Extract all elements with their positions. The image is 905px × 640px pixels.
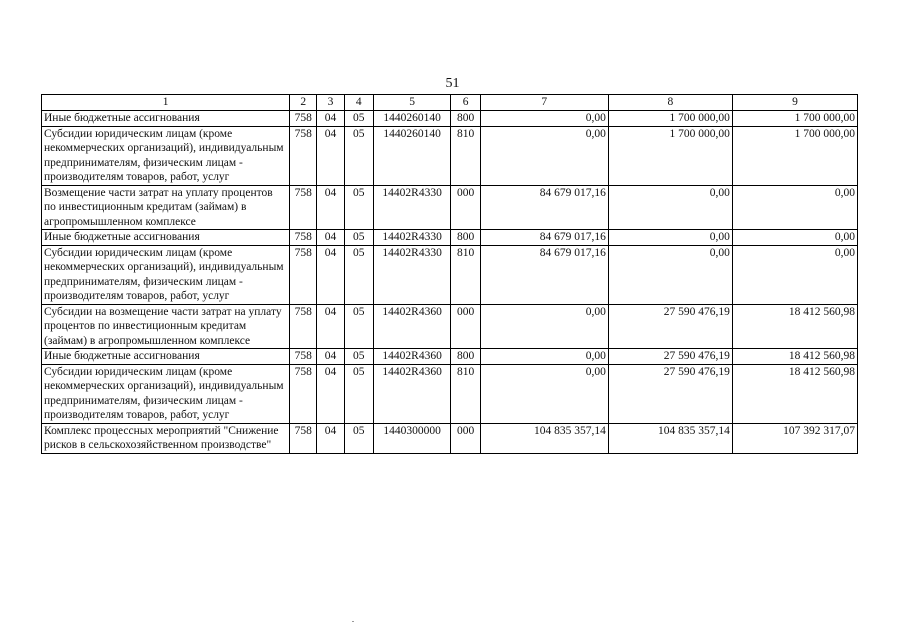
column-header: 8 (608, 95, 732, 111)
subsection-cell: 05 (344, 185, 373, 230)
amount-col9-cell: 18 412 560,98 (732, 349, 857, 365)
amount-col9-cell: 18 412 560,98 (732, 304, 857, 349)
expense-type-cell: 800 (451, 230, 480, 246)
target-article-cell: 14402R4360 (373, 304, 451, 349)
section-cell: 04 (317, 111, 344, 127)
amount-col8-cell: 1 700 000,00 (608, 126, 732, 185)
amount-col7-cell: 84 679 017,16 (480, 185, 608, 230)
table-row (42, 349, 858, 365)
table-row (42, 304, 858, 349)
expense-type-cell: 000 (451, 185, 480, 230)
scan-speck (352, 621, 354, 622)
row-name-cell: Субсидии юридическим лицам (кроме некоммерческих организаций), индивидуальным предпринимателям, физическим лицам - производителям товаров, работ, услуг (42, 126, 290, 185)
target-article-cell: 14402R4330 (373, 230, 451, 246)
section-cell: 04 (317, 230, 344, 246)
column-header: 9 (732, 95, 857, 111)
subsection-cell: 05 (344, 349, 373, 365)
target-article-cell: 1440260140 (373, 111, 451, 127)
target-article-cell: 1440300000 (373, 423, 451, 453)
expense-type-cell: 810 (451, 126, 480, 185)
amount-col8-cell: 1 700 000,00 (608, 111, 732, 127)
page-number: 51 (445, 76, 460, 91)
amount-col9-cell: 18 412 560,98 (732, 364, 857, 423)
amount-col8-cell: 0,00 (608, 230, 732, 246)
admin-code-cell: 758 (290, 304, 317, 349)
amount-col7-cell: 84 679 017,16 (480, 245, 608, 304)
column-header: 3 (317, 95, 344, 111)
section-cell: 04 (317, 349, 344, 365)
amount-col8-cell: 27 590 476,19 (608, 364, 732, 423)
amount-col7-cell: 84 679 017,16 (480, 230, 608, 246)
admin-code-cell: 758 (290, 185, 317, 230)
row-name-cell: Возмещение части затрат на уплату процентов по инвестиционным кредитам (займам) в агропромышленном комплексе (42, 185, 290, 230)
amount-col8-cell: 104 835 357,14 (608, 423, 732, 453)
table-row (42, 230, 858, 246)
expense-type-cell: 810 (451, 364, 480, 423)
row-name-cell: Иные бюджетные ассигнования (42, 111, 290, 127)
column-header: 2 (290, 95, 317, 111)
row-name-cell: Комплекс процессных мероприятий "Снижение рисков в сельскохозяйственном производстве" (42, 423, 290, 453)
column-header: 4 (344, 95, 373, 111)
column-header: 5 (373, 95, 451, 111)
subsection-cell: 05 (344, 304, 373, 349)
amount-col8-cell: 0,00 (608, 245, 732, 304)
amount-col7-cell: 0,00 (480, 364, 608, 423)
section-cell: 04 (317, 304, 344, 349)
section-cell: 04 (317, 126, 344, 185)
row-name-cell: Иные бюджетные ассигнования (42, 349, 290, 365)
admin-code-cell: 758 (290, 126, 317, 185)
table-row (42, 126, 858, 185)
expense-type-cell: 000 (451, 304, 480, 349)
table-row (42, 111, 858, 127)
amount-col7-cell: 0,00 (480, 111, 608, 127)
amount-col8-cell: 27 590 476,19 (608, 304, 732, 349)
admin-code-cell: 758 (290, 111, 317, 127)
admin-code-cell: 758 (290, 423, 317, 453)
amount-col8-cell: 0,00 (608, 185, 732, 230)
table-row (42, 245, 858, 304)
admin-code-cell: 758 (290, 230, 317, 246)
amount-col8-cell: 27 590 476,19 (608, 349, 732, 365)
column-header: 1 (42, 95, 290, 111)
target-article-cell: 14402R4360 (373, 349, 451, 365)
admin-code-cell: 758 (290, 349, 317, 365)
target-article-cell: 14402R4360 (373, 364, 451, 423)
target-article-cell: 14402R4330 (373, 185, 451, 230)
target-article-cell: 1440260140 (373, 126, 451, 185)
section-cell: 04 (317, 364, 344, 423)
subsection-cell: 05 (344, 111, 373, 127)
amount-col9-cell: 0,00 (732, 245, 857, 304)
amount-col9-cell: 0,00 (732, 230, 857, 246)
table-row (42, 364, 858, 423)
amount-col9-cell: 1 700 000,00 (732, 111, 857, 127)
table-row (42, 423, 858, 453)
subsection-cell: 05 (344, 364, 373, 423)
amount-col9-cell: 0,00 (732, 185, 857, 230)
amount-col9-cell: 107 392 317,07 (732, 423, 857, 453)
subsection-cell: 05 (344, 230, 373, 246)
section-cell: 04 (317, 423, 344, 453)
column-header: 6 (451, 95, 480, 111)
expense-type-cell: 800 (451, 349, 480, 365)
expense-type-cell: 000 (451, 423, 480, 453)
subsection-cell: 05 (344, 245, 373, 304)
target-article-cell: 14402R4330 (373, 245, 451, 304)
section-cell: 04 (317, 185, 344, 230)
amount-col7-cell: 0,00 (480, 126, 608, 185)
expense-type-cell: 810 (451, 245, 480, 304)
table-row (42, 185, 858, 230)
row-name-cell: Иные бюджетные ассигнования (42, 230, 290, 246)
amount-col7-cell: 0,00 (480, 304, 608, 349)
expense-type-cell: 800 (451, 111, 480, 127)
header-row (42, 95, 858, 111)
budget-table (41, 94, 858, 454)
row-name-cell: Субсидии на возмещение части затрат на уплату процентов по инвестиционным кредитам (займам) в агропромышленном комплексе (42, 304, 290, 349)
section-cell: 04 (317, 245, 344, 304)
amount-col7-cell: 104 835 357,14 (480, 423, 608, 453)
column-header: 7 (480, 95, 608, 111)
row-name-cell: Субсидии юридическим лицам (кроме некоммерческих организаций), индивидуальным предпринимателям, физическим лицам - производителям товаров, работ, услуг (42, 245, 290, 304)
admin-code-cell: 758 (290, 364, 317, 423)
subsection-cell: 05 (344, 423, 373, 453)
admin-code-cell: 758 (290, 245, 317, 304)
amount-col9-cell: 1 700 000,00 (732, 126, 857, 185)
subsection-cell: 05 (344, 126, 373, 185)
amount-col7-cell: 0,00 (480, 349, 608, 365)
row-name-cell: Субсидии юридическим лицам (кроме некоммерческих организаций), индивидуальным предпринимателям, физическим лицам - производителям товаров, работ, услуг (42, 364, 290, 423)
